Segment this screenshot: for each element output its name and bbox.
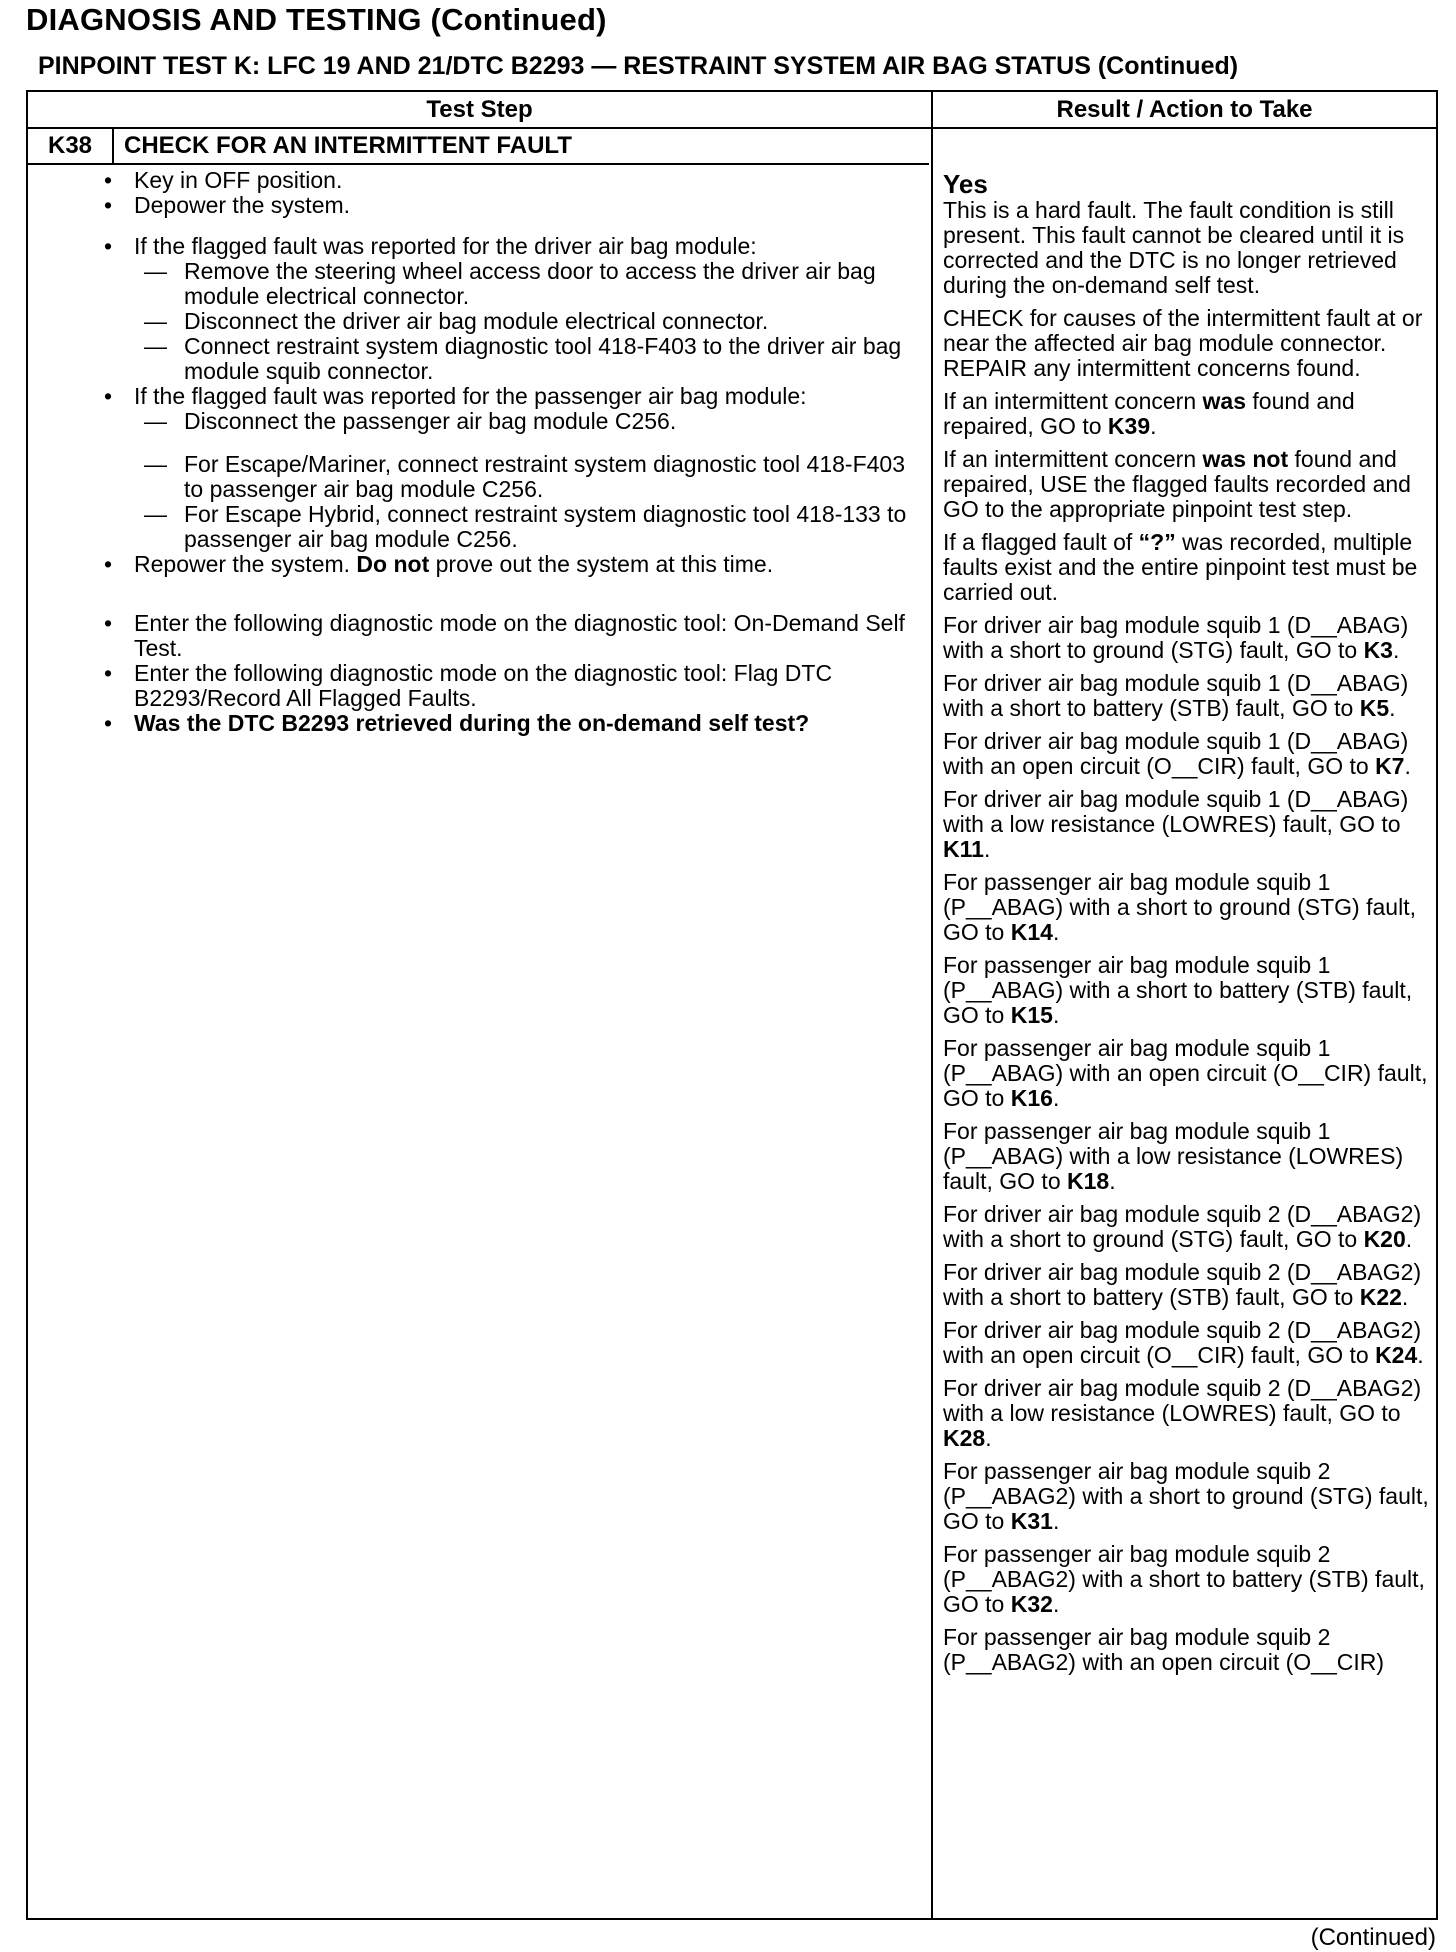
result-yes-label: Yes [943, 169, 988, 199]
step-title-divider [28, 163, 929, 165]
bullet-marker: • [104, 383, 113, 409]
instruction-substep [98, 259, 920, 309]
goto-step-ref: K14 [1010, 919, 1053, 945]
instruction-substep [98, 409, 920, 434]
result-not-found-text: If an intermittent concern was not found and repaired, USE the flagged faults recorded and GO to the appropriate pinpoint test step. [943, 446, 1411, 522]
step-title: CHECK FOR AN INTERMITTENT FAULT [124, 132, 572, 159]
instruction-step [98, 611, 920, 661]
bullet-marker: • [104, 610, 113, 636]
result-goto-item: For passenger air bag module squib 2 (P__ABAG2) with an open circuit (O__CIR) [943, 1624, 1385, 1675]
pinpoint-test-table [26, 90, 1438, 1920]
result-goto-item: For driver air bag module squib 2 (D__ABAG2) with a short to ground (STG) fault, GO to K20. [943, 1201, 1422, 1252]
bullet-marker: • [104, 233, 113, 259]
instruction-substep [98, 502, 920, 552]
goto-step-ref: K16 [1010, 1085, 1053, 1111]
goto-step-ref: K20 [1363, 1226, 1406, 1252]
page-title: DIAGNOSIS AND TESTING (Continued) [26, 2, 607, 37]
instruction-step [98, 168, 920, 193]
instruction-text: Remove the steering wheel access door to access the driver air bag module electrical connector. [184, 258, 876, 309]
bullet-marker: • [104, 167, 113, 193]
result-goto-item: For driver air bag module squib 1 (D__ABAG) with an open circuit (O__CIR) fault, GO to K7. [943, 728, 1411, 779]
result-column-header: Result / Action to Take [1056, 96, 1313, 123]
dash-marker: — [144, 333, 167, 359]
dash-marker: — [144, 408, 167, 434]
test-step-column-header: Test Step [426, 96, 533, 123]
instruction-text: Was the DTC B2293 retrieved during the on-demand self test? [134, 710, 810, 736]
pinpoint-test-title: PINPOINT TEST K: LFC 19 AND 21/DTC B2293 — RESTRAINT SYSTEM AIR BAG STATUS (Continued) [38, 52, 1239, 80]
result-found-text: If an intermittent concern was found and repaired, GO to K39. [943, 388, 1355, 439]
goto-step-ref: K7 [1375, 753, 1405, 779]
instruction-text: Depower the system. [134, 192, 351, 218]
instruction-text: Connect restraint system diagnostic tool 418-F403 to the driver air bag module squib connector. [184, 333, 902, 384]
goto-step-ref: K3 [1363, 637, 1393, 663]
instruction-substep [98, 334, 920, 384]
goto-step-ref: K24 [1375, 1342, 1418, 1368]
result-goto-item: For passenger air bag module squib 2 (P__ABAG2) with a short to ground (STG) fault, GO to K31. [943, 1458, 1429, 1534]
column-divider [931, 92, 933, 1918]
instruction-step [98, 384, 920, 409]
dash-marker: — [144, 501, 167, 527]
step-id-divider [112, 127, 114, 163]
result-goto-item: For driver air bag module squib 2 (D__ABAG2) with a short to battery (STB) fault, GO to K22. [943, 1259, 1422, 1310]
result-goto-list [943, 613, 1433, 1675]
instruction-step [98, 711, 920, 736]
instruction-text: Repower the system. Do not prove out the system at this time. [134, 551, 774, 577]
bullet-marker: • [104, 551, 113, 577]
continued-label: (Continued) [1310, 1924, 1436, 1951]
instruction-text: Disconnect the passenger air bag module C256. [184, 408, 677, 434]
dash-marker: — [144, 308, 167, 334]
goto-step-ref: K31 [1010, 1508, 1053, 1534]
result-goto-item: For passenger air bag module squib 1 (P__ABAG) with a short to ground (STG) fault, GO to K14. [943, 869, 1416, 945]
goto-step-ref: K22 [1359, 1284, 1402, 1310]
dash-marker: — [144, 451, 167, 477]
result-goto-item: For driver air bag module squib 1 (D__ABAG) with a short to battery (STB) fault, GO to K5. [943, 670, 1409, 721]
instruction-text: If the flagged fault was reported for the driver air bag module: [134, 233, 757, 259]
result-goto-item: For driver air bag module squib 2 (D__ABAG2) with a low resistance (LOWRES) fault, GO to K28. [943, 1375, 1422, 1451]
instruction-text: If the flagged fault was reported for the passenger air bag module: [134, 383, 807, 409]
instruction-substep [98, 309, 920, 334]
test-step-instructions [98, 168, 920, 736]
result-hard-fault-text: This is a hard fault. The fault condition is still present. This fault cannot be cleared until it is corrected and the DTC is no longer retrieved during the on-demand self test. [943, 197, 1405, 298]
result-goto-item: For passenger air bag module squib 1 (P__ABAG) with a low resistance (LOWRES) fault, GO to K18. [943, 1118, 1404, 1194]
goto-step-ref: K28 [943, 1425, 986, 1451]
instruction-step [98, 552, 920, 577]
bullet-marker: • [104, 710, 113, 736]
result-check-text: CHECK for causes of the intermittent fault at or near the affected air bag module connector. REPAIR any intermittent concerns found. [943, 305, 1423, 381]
instruction-substep [98, 452, 920, 502]
result-goto-item: For driver air bag module squib 1 (D__ABAG) with a low resistance (LOWRES) fault, GO to K11. [943, 786, 1409, 862]
goto-step-ref: K32 [1010, 1591, 1053, 1617]
result-goto-item: For driver air bag module squib 2 (D__ABAG2) with an open circuit (O__CIR) fault, GO to K24. [943, 1317, 1424, 1368]
instruction-text: Enter the following diagnostic mode on the diagnostic tool: Flag DTC B2293/Record All Flagged Faults. [134, 660, 833, 711]
bullet-marker: • [104, 192, 113, 218]
instruction-text: Disconnect the driver air bag module electrical connector. [184, 308, 769, 334]
instruction-step [98, 193, 920, 218]
result-question-text: If a flagged fault of “?” was recorded, multiple faults exist and the entire pinpoint test must be carried out. [943, 529, 1418, 605]
instruction-text: Key in OFF position. [134, 167, 343, 193]
instruction-text: Enter the following diagnostic mode on the diagnostic tool: On-Demand Self Test. [134, 610, 905, 661]
goto-step-ref: K11 [943, 836, 984, 862]
step-id: K38 [47, 132, 93, 159]
goto-step-ref: K5 [1359, 695, 1390, 721]
goto-step-ref: K15 [1010, 1002, 1053, 1028]
result-goto-item: For passenger air bag module squib 1 (P__ABAG) with a short to battery (STB) fault, GO to K15. [943, 952, 1413, 1028]
instruction-step [98, 234, 920, 259]
bullet-marker: • [104, 660, 113, 686]
instruction-text: For Escape/Mariner, connect restraint system diagnostic tool 418-F403 to passenger air bag module C256. [184, 451, 906, 502]
dash-marker: — [144, 258, 167, 284]
result-goto-item: For passenger air bag module squib 1 (P__ABAG) with an open circuit (O__CIR) fault, GO to K16. [943, 1035, 1428, 1111]
goto-step-ref: K18 [1067, 1168, 1110, 1194]
result-goto-item: For driver air bag module squib 1 (D__ABAG) with a short to ground (STG) fault, GO to K3. [943, 612, 1409, 663]
instruction-text: For Escape Hybrid, connect restraint system diagnostic tool 418-133 to passenger air bag module C256. [184, 501, 907, 552]
instruction-step [98, 661, 920, 711]
result-action-column [943, 168, 1433, 1683]
result-goto-item: For passenger air bag module squib 2 (P__ABAG2) with a short to battery (STB) fault, GO to K32. [943, 1541, 1425, 1617]
